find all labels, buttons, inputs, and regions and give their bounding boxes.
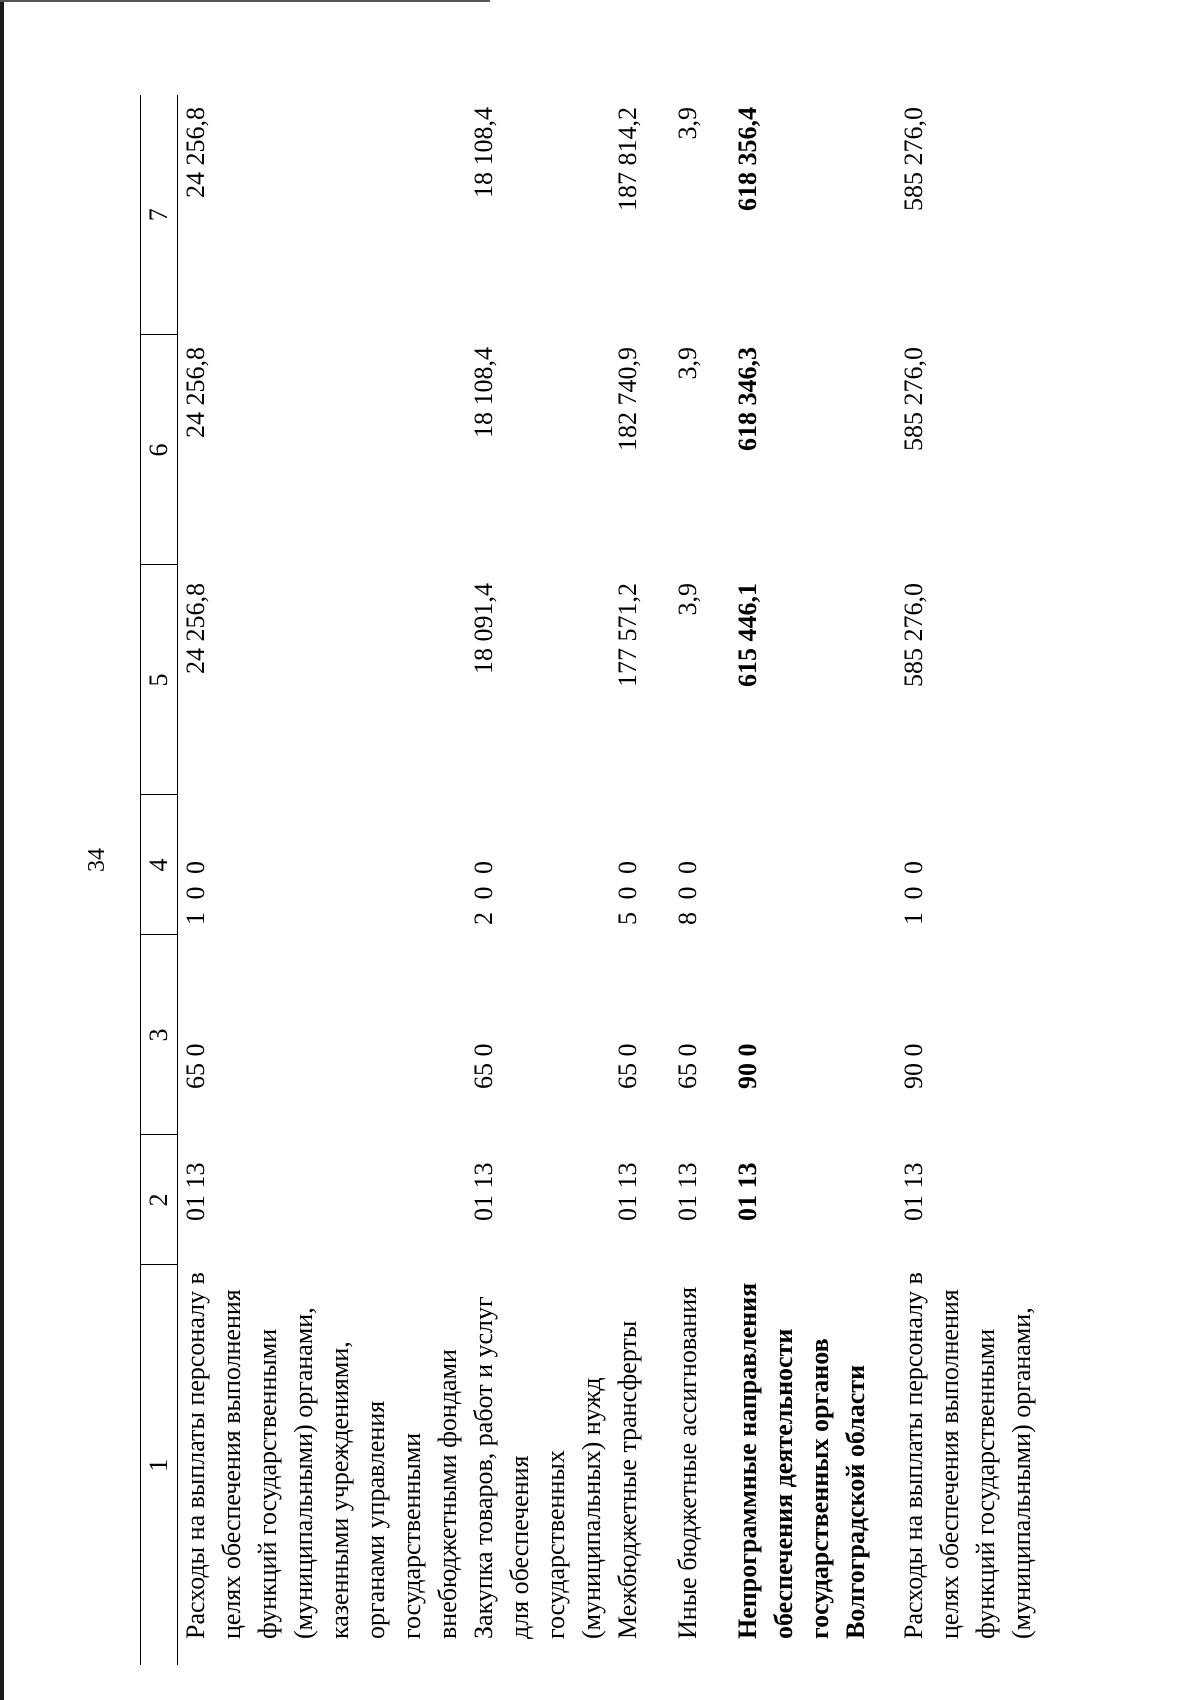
column-header-5: 5 [141,565,178,795]
row-name: Расходы на выплаты персоналу в целях обеспечения выполнения функций государственными (муниципальными) органами, казенными учреждениями, органами управления государственными внебюджетными фондами [181,1272,462,1639]
header-row [141,95,178,1665]
table-row [610,95,670,1665]
row-target-code: 65 0 [613,1043,642,1089]
row-value-6: 182 740,9 [613,347,642,451]
row-value-7: 3,9 [673,107,702,140]
row-section: 01 13 [181,1162,210,1221]
row-value-5: 24 256,8 [181,583,210,674]
row-target-code: 90 0 [899,1043,928,1089]
row-target-code: 65 0 [469,1043,498,1089]
row-section: 01 13 [899,1162,928,1221]
row-expense-type: 2 0 0 [469,858,498,925]
row-value-6: 618 346,3 [733,347,762,451]
column-header-2: 2 [141,1135,178,1265]
scan-edge-left [0,0,4,1700]
row-value-6: 3,9 [673,347,702,380]
row-value-6: 24 256,8 [181,347,210,438]
row-value-6: 585 276,0 [899,347,928,451]
row-section: 01 13 [733,1162,762,1221]
row-value-5: 3,9 [673,583,702,616]
row-value-5: 177 571,2 [613,583,642,687]
budget-table [140,95,1040,1665]
row-value-7: 618 356,4 [733,107,762,211]
row-target-code: 90 0 [733,1043,762,1089]
column-header-7: 7 [141,95,178,335]
rotated-page [140,95,1036,1665]
row-name: Непрограммные направления обеспечения деятельности государственных органов Волгоградской области [733,1282,870,1639]
row-value-5: 585 276,0 [899,583,928,687]
row-expense-type: 8 0 0 [673,858,702,925]
row-expense-type [730,795,896,935]
table-row [178,95,467,1665]
row-value-5: 615 446,1 [733,583,762,687]
column-header-1: 1 [141,1265,178,1665]
row-expense-type: 5 0 0 [613,858,642,925]
column-header-6: 6 [141,335,178,565]
scan-edge-top [0,0,490,2]
row-name: Расходы на выплаты персоналу в целях обеспечения выполнения функций государственными (муниципальными) органами, [899,1272,1036,1639]
page-number: 34 [84,848,110,872]
table-row [896,95,1040,1665]
row-name: Иные бюджетные ассигнования [673,1286,702,1639]
table-row [466,95,610,1665]
column-header-3: 3 [141,935,178,1135]
row-target-code: 65 0 [181,1043,210,1089]
row-name: Закупка товаров, работ и услуг для обеспечения государственных (муниципальных) нужд [469,1296,606,1639]
column-header-4: 4 [141,795,178,935]
row-section: 01 13 [469,1162,498,1221]
row-expense-type: 1 0 0 [181,858,210,925]
row-value-7: 24 256,8 [181,107,210,198]
row-expense-type: 1 0 0 [899,858,928,925]
row-value-5: 18 091,4 [469,583,498,674]
row-name: Межбюджетные трансферты [613,1320,642,1639]
row-value-6: 18 108,4 [469,347,498,438]
table-row-total [730,95,896,1665]
row-value-7: 585 276,0 [899,107,928,211]
row-section: 01 13 [673,1162,702,1221]
row-value-7: 187 814,2 [613,107,642,211]
row-value-7: 18 108,4 [469,107,498,198]
table-row [670,95,730,1665]
row-target-code: 65 0 [673,1043,702,1089]
row-section: 01 13 [613,1162,642,1221]
